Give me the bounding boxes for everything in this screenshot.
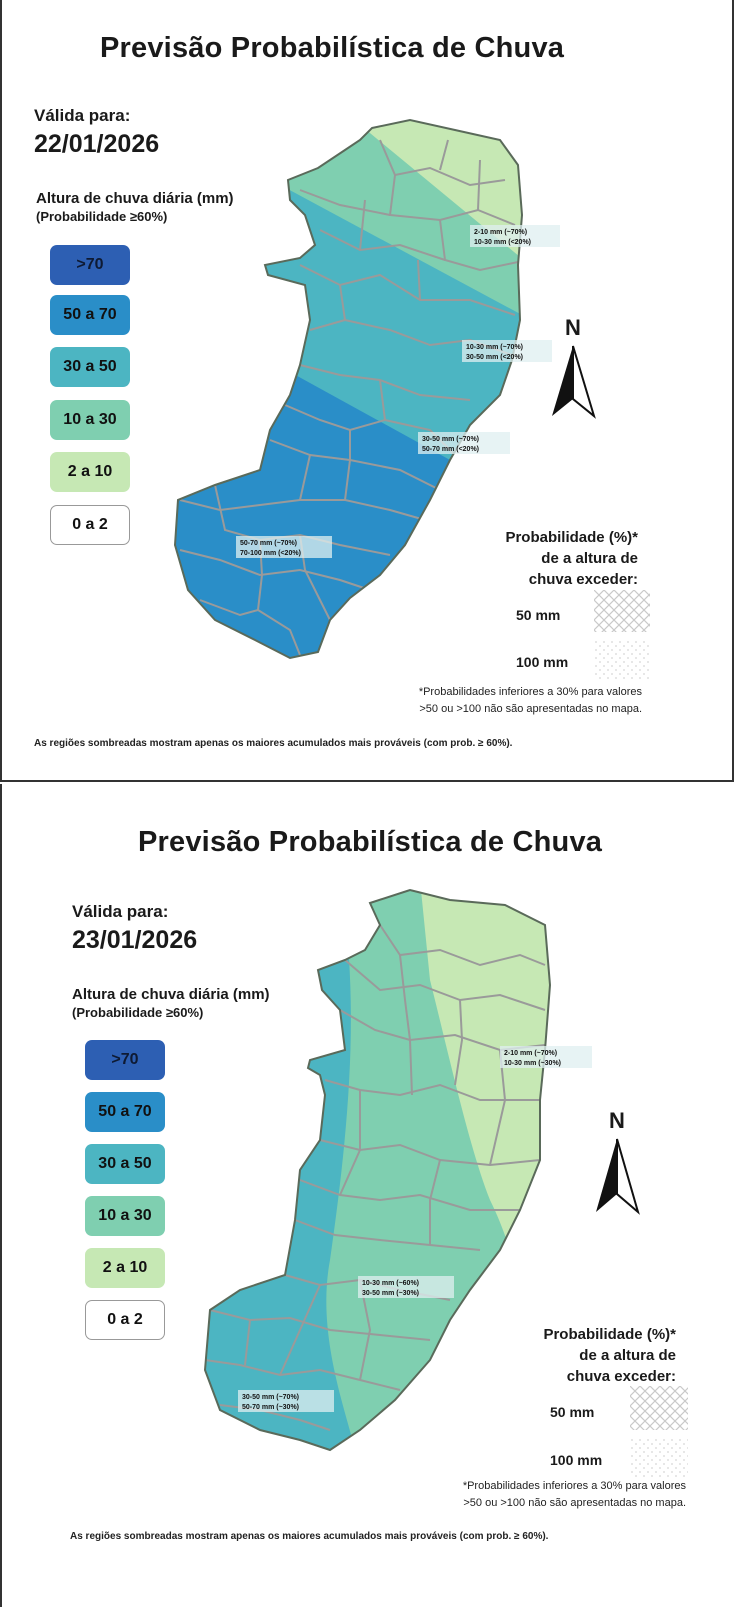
- svg-text:10-30 mm (~60%): 10-30 mm (~60%): [362, 1280, 420, 1287]
- legend-swatch-0-2: 0 a 2: [85, 1300, 165, 1340]
- legend-swatch-2-10: 2 a 10: [50, 452, 130, 492]
- map-label-central-zone: [358, 1276, 454, 1298]
- svg-text:30-50 mm (<20%): 30-50 mm (<20%): [466, 354, 524, 361]
- legend-swatch-2-10: 2 a 10: [85, 1248, 165, 1288]
- legend-title-text: Altura de chuva diária (mm): [72, 986, 270, 1003]
- panel-2-valid-label: Válida para:: [72, 902, 169, 921]
- legend-swatch-30-50: 30 a 50: [50, 347, 130, 387]
- legend-swatch-50-70: 50 a 70: [85, 1092, 165, 1132]
- dots-pattern-icon: [630, 1438, 688, 1478]
- svg-text:2-10 mm (~70%): 2-10 mm (~70%): [474, 229, 528, 236]
- svg-text:50-70 mm (<20%): 50-70 mm (<20%): [422, 446, 480, 453]
- prob-heading-line-3: chuva exceder:: [566, 1368, 676, 1385]
- map-label-south-zone: [238, 1390, 334, 1412]
- north-arrow-letter: N: [565, 315, 581, 340]
- legend-subtitle-text: (Probabilidade ≥60%): [36, 209, 168, 224]
- prob-heading-line-1: Probabilidade (%)*: [505, 529, 638, 546]
- panel-1-valid-label: Válida para:: [34, 106, 131, 125]
- legend-title-text: Altura de chuva diária (mm): [36, 190, 234, 207]
- panel-2-prob-50mm: 50 mm: [550, 1404, 595, 1420]
- legend-subtitle-text: (Probabilidade ≥60%): [72, 1005, 204, 1020]
- legend-swatch-10-30: 10 a 30: [85, 1196, 165, 1236]
- north-arrow-icon: [592, 1134, 642, 1216]
- svg-text:50-70 mm (~70%): 50-70 mm (~70%): [240, 540, 298, 547]
- hatch-pattern-icon: [630, 1386, 688, 1430]
- map-label-north-zone: [500, 1046, 592, 1068]
- footnote-line-2: >50 ou >100 não são apresentadas no mapa.: [463, 1497, 686, 1509]
- prob-heading-line-2: de a altura de: [541, 550, 638, 567]
- panel-2-probability-heading: [504, 1324, 676, 1387]
- panel-1-valid-date: 22/01/2026: [34, 130, 160, 158]
- footnote-line-2: >50 ou >100 não são apresentadas no mapa.: [419, 703, 642, 715]
- prob-heading-line-2: de a altura de: [579, 1347, 676, 1364]
- svg-text:50-70 mm (~30%): 50-70 mm (~30%): [242, 1404, 300, 1411]
- panel-2-north-arrow: [592, 1108, 642, 1221]
- panel-2-footnote: [370, 1478, 686, 1512]
- footnote-line-1: *Probabilidades inferiores a 30% para valores: [462, 1480, 686, 1492]
- panel-2-prob-100mm: 100 mm: [550, 1452, 603, 1468]
- svg-text:10-30 mm (<20%): 10-30 mm (<20%): [474, 239, 532, 246]
- footnote-line-1: *Probabilidades inferiores a 30% para valores: [418, 686, 642, 698]
- legend-swatch-gt70: >70: [85, 1040, 165, 1080]
- legend-swatch-10-30: 10 a 30: [50, 400, 130, 440]
- svg-text:30-50 mm (~70%): 30-50 mm (~70%): [422, 436, 480, 443]
- panel-1-prob-50mm: 50 mm: [516, 607, 561, 623]
- legend-swatch-50-70: 50 a 70: [50, 295, 130, 335]
- svg-text:70-100 mm (<20%): 70-100 mm (<20%): [240, 550, 301, 557]
- panel-1-bottom-note: As regiões sombreadas mostram apenas os maiores acumulados mais prováveis (com prob. ≥ 60%).: [34, 738, 513, 749]
- north-arrow-letter: N: [609, 1108, 625, 1133]
- svg-text:30-50 mm (~70%): 30-50 mm (~70%): [242, 1394, 300, 1401]
- svg-text:10-30 mm (~70%): 10-30 mm (~70%): [466, 344, 524, 351]
- panel-2-valid-date: 23/01/2026: [72, 926, 198, 954]
- panel-2-bottom-note: As regiões sombreadas mostram apenas os maiores acumulados mais prováveis (com prob. ≥ 60%).: [70, 1531, 549, 1542]
- svg-text:2-10 mm (~70%): 2-10 mm (~70%): [504, 1050, 558, 1057]
- panel-2-title: Previsão Probabilística de Chuva: [138, 826, 603, 858]
- svg-text:10-30 mm (~30%): 10-30 mm (~30%): [504, 1060, 562, 1067]
- legend-swatch-0-2: 0 a 2: [50, 505, 130, 545]
- svg-text:30-50 mm (~30%): 30-50 mm (~30%): [362, 1290, 420, 1297]
- legend-swatch-gt70: >70: [50, 245, 130, 285]
- prob-heading-line-1: Probabilidade (%)*: [543, 1326, 676, 1343]
- legend-swatch-30-50: 30 a 50: [85, 1144, 165, 1184]
- panel-1-title: Previsão Probabilística de Chuva: [100, 32, 565, 64]
- panel-1-prob-100mm: 100 mm: [516, 654, 569, 670]
- prob-heading-line-3: chuva exceder:: [528, 571, 638, 588]
